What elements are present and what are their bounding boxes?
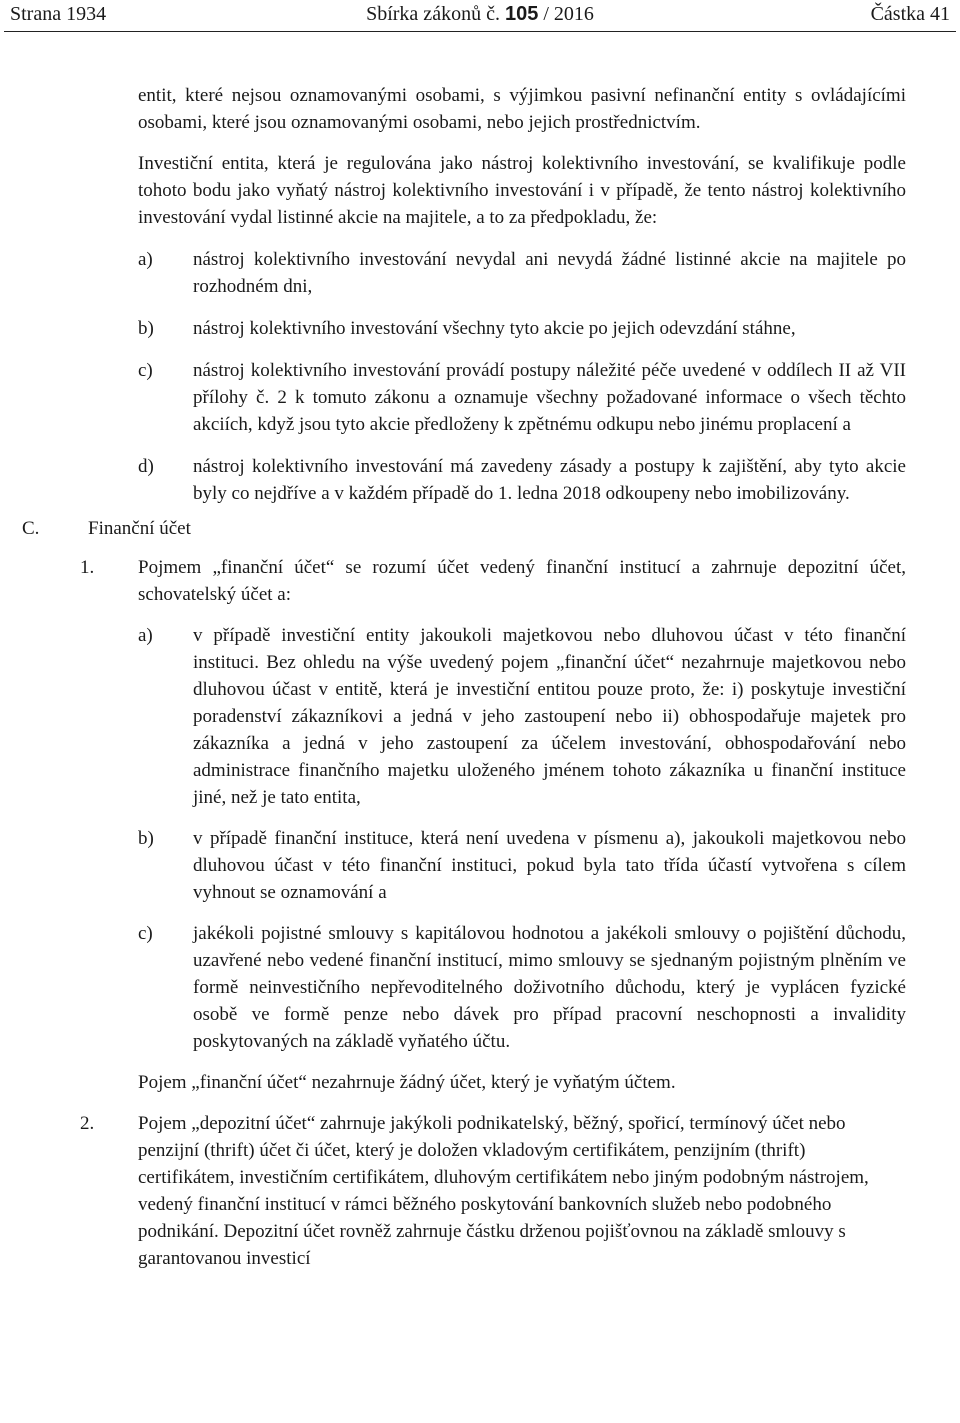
point-label: 1. — [80, 557, 95, 578]
page-number: Strana 1934 — [10, 3, 107, 25]
list-item-text: jakékoli pojistné smlouvy s kapitálovou hodnotou a jakékoli smlouvy o pojištění důchodu, uzavřené nebo vedené finanční institucí, mimo smlouvy se sjednaným pojistným plněním ve formě neinvestičního nepřevoditelného doživotního důchodu, který je vyplácen fyzické osobě ve formě penze nebo dávek pro případ pracovní neschopnosti a invalidity poskytovaných na základě vyňatého účtu. — [193, 923, 906, 1052]
exclusion-sentence: Pojem „finanční účet“ nezahrnuje žádný účet, který je vyňatým účtem. — [138, 1072, 676, 1093]
list-item-text: v případě finanční instituce, která není uvedena v písmenu a), jakoukoli majetkovou nebo dluhovou účast v této finanční instituci, pokud byla tato třída účastí vytvořena s cílem vyhnout se oznamování a — [193, 828, 906, 903]
account-list-item-c — [138, 920, 906, 1055]
list-item-label: c) — [138, 923, 153, 944]
point-2 — [80, 1110, 906, 1272]
list-item-label: c) — [138, 360, 153, 381]
list-item-text: v případě investiční entity jakoukoli majetkovou nebo dluhovou účast v této finanční instituci. Bez ohledu na výše uvedený pojem „finanční účet“ nezahrnuje majetkovou nebo dluhovou účast v entitě, která je investiční entitou pouze proto, že: i) poskytuje investiční poradenství zákazníkovi a jedná v jeho zastoupení nebo ii) obhospodařuje majetek pro zákazníka a jedná v jeho zastoupení za účelem investování, obhospodařování nebo administrace finančního majetku uloženého jménem tohoto zákazníka u finanční instituce jiné, než je tato entita, — [193, 625, 906, 808]
part-number: Částka 41 — [870, 3, 950, 25]
paragraph-investment-entity: Investiční entita, která je regulována jako nástroj kolektivního investování, se kvalifikuje podle tohoto bodu jako vyňatý nástroj kolektivního investování i v případě, že tento nástroj kolektivního investování vydal listinné akcie na majitele, a to za předpokladu, že: — [138, 153, 906, 228]
page-header — [0, 0, 960, 32]
point-label: 2. — [80, 1113, 95, 1134]
list-item-d — [138, 453, 906, 507]
section-title: Finanční účet — [88, 518, 191, 539]
list-item-b — [138, 315, 906, 342]
collection-prefix: Sbírka zákonů č. — [366, 3, 500, 25]
law-number: 105 — [504, 3, 539, 25]
account-list-item-a — [138, 622, 906, 811]
list-item-label: b) — [138, 828, 154, 849]
list-item-label: d) — [138, 456, 154, 477]
list-item-label: a) — [138, 249, 153, 270]
section-label: C. — [22, 518, 40, 539]
point-1 — [80, 554, 906, 608]
list-item-label: b) — [138, 318, 154, 339]
account-list-item-b — [138, 825, 906, 906]
point-text: Pojem „depozitní účet“ zahrnuje jakýkoli podnikatelský, běžný, spořicí, termínový účet nebo penzijní (thrift) účet či účet, který je doložen vkladovým certifikátem, penzijním (thrift) certifikátem, investičním certifikátem, dluhovým certifikátem nebo jiným podobným nástrojem, vedený finanční institucí v rámci běžného poskytování bankovních služeb nebo podobného podnikání. Depozitní účet rovněž zahrnuje částku drženou pojišťovnou na základě smlouvy s garantovanou investicí — [138, 1113, 869, 1269]
point-text: Pojmem „finanční účet“ se rozumí účet vedený finanční institucí a zahrnuje depozitní účet, schovatelský účet a: — [138, 557, 906, 605]
list-item-text: nástroj kolektivního investování nevydal ani nevydá žádné listinné akcie na majitele po rozhodném dni, — [193, 249, 906, 297]
header-divider — [4, 31, 956, 32]
law-year: / 2016 — [543, 3, 594, 25]
collection-reference — [0, 3, 960, 26]
section-heading — [22, 515, 960, 542]
list-item-label: a) — [138, 625, 153, 646]
list-item-text: nástroj kolektivního investování má zavedeny zásady a postupy k zajištění, aby tyto akcie byly co nejdříve a v každém případě do 1. ledna 2018 odkoupeny nebo imobilizovány. — [193, 456, 906, 504]
document-body — [0, 82, 960, 1272]
list-item-text: nástroj kolektivního investování provádí postupy náležité péče uvedené v oddílech II až VII přílohy č. 2 k tomuto zákonu a oznamuje všechny požadované informace o všech těchto akciích, když jsou tyto akcie předloženy k zpětnému odkupu nebo jinému proplacení a — [193, 360, 906, 435]
list-item-c — [138, 357, 906, 438]
list-item-text: nástroj kolektivního investování všechny tyto akcie po jejich odevzdání stáhne, — [193, 318, 796, 339]
paragraph-continuation: entit, které nejsou oznamovanými osobami, s výjimkou pasivní nefinanční entity s ovládajícími osobami, které jsou oznamovanými osobami, nebo jejich prostřednictvím. — [138, 85, 906, 133]
list-item-a — [138, 246, 906, 300]
